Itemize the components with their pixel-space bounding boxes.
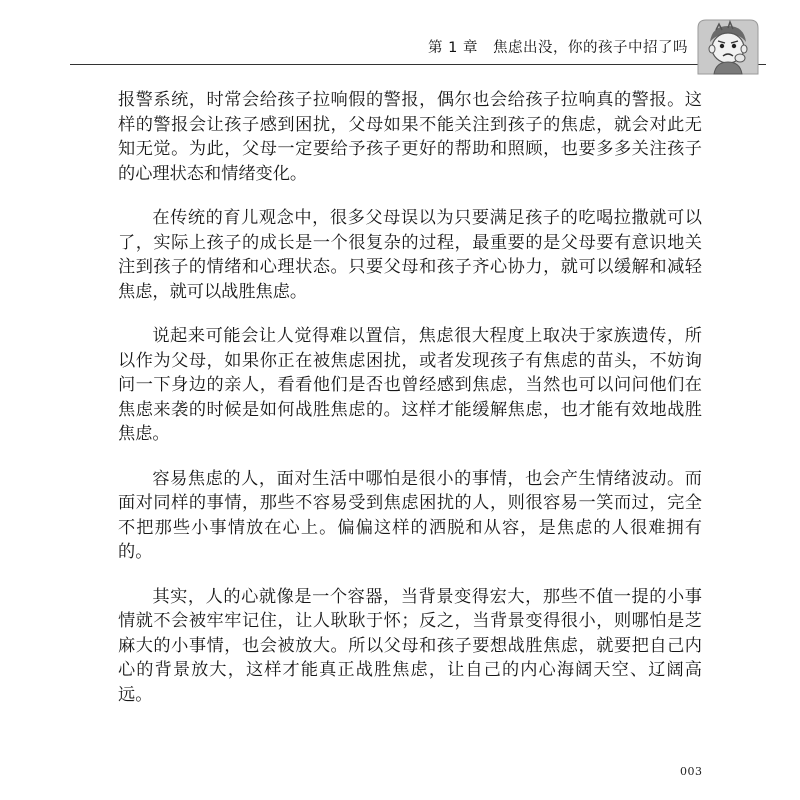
page-number: 003	[680, 765, 703, 778]
header-divider	[70, 64, 766, 65]
paragraph: 报警系统，时常会给孩子拉响假的警报，偶尔也会给孩子拉响真的警报。这样的警报会让孩子感到困扰，父母如果不能关注到孩子的焦虑，就会对此无知无觉。为此，父母一定要给予孩子更好的帮助和照顾，也要多多关注孩子的心理状态和情绪变化。	[118, 90, 702, 184]
paragraph: 在传统的育儿观念中，很多父母误以为只要满足孩子的吃喝拉撒就可以了，实际上孩子的成长是一个很复杂的过程，最重要的是父母要有意识地关注到孩子的情绪和心理状态。只要父母和孩子齐心协力，就可以缓解和减轻焦虑，就可以战胜焦虑。	[118, 208, 702, 302]
paragraph: 其实，人的心就像是一个容器，当背景变得宏大，那些不值一提的小事情就不会被牢牢记住，让人耿耿于怀；反之，当背景变得很小，则哪怕是芝麻大的小事情，也会被放大。所以父母和孩子要想战胜焦虑，就要把自己内心的背景放大，这样才能真正战胜焦虑，让自己的内心海阔天空、辽阔高远。	[118, 586, 702, 705]
paragraph: 说起来可能会让人觉得难以置信，焦虑很大程度上取决于家族遗传，所以作为父母，如果你正在被焦虑困扰，或者发现孩子有焦虑的苗头，不妨询问一下身边的亲人，看看他们是否也曾经感到焦虑，当然也可以问问他们在焦虑来袭的时候是如何战胜焦虑的。这样才能缓解焦虑，也才能有效地战胜焦虑。	[118, 326, 702, 444]
body-text	[118, 88, 702, 727]
chapter-title: 第 1 章 焦虑出没，你的孩子中招了吗	[428, 40, 688, 56]
worried-child-cartoon-icon	[692, 18, 760, 76]
paragraph: 容易焦虑的人，面对生活中哪怕是很小的事情，也会产生情绪波动。而面对同样的事情，那些不容易受到焦虑困扰的人，则很容易一笑而过，完全不把那些小事情放在心上。偏偏这样的洒脱和从容，是焦虑的人很难拥有的。	[118, 468, 702, 562]
page-header	[0, 0, 800, 84]
